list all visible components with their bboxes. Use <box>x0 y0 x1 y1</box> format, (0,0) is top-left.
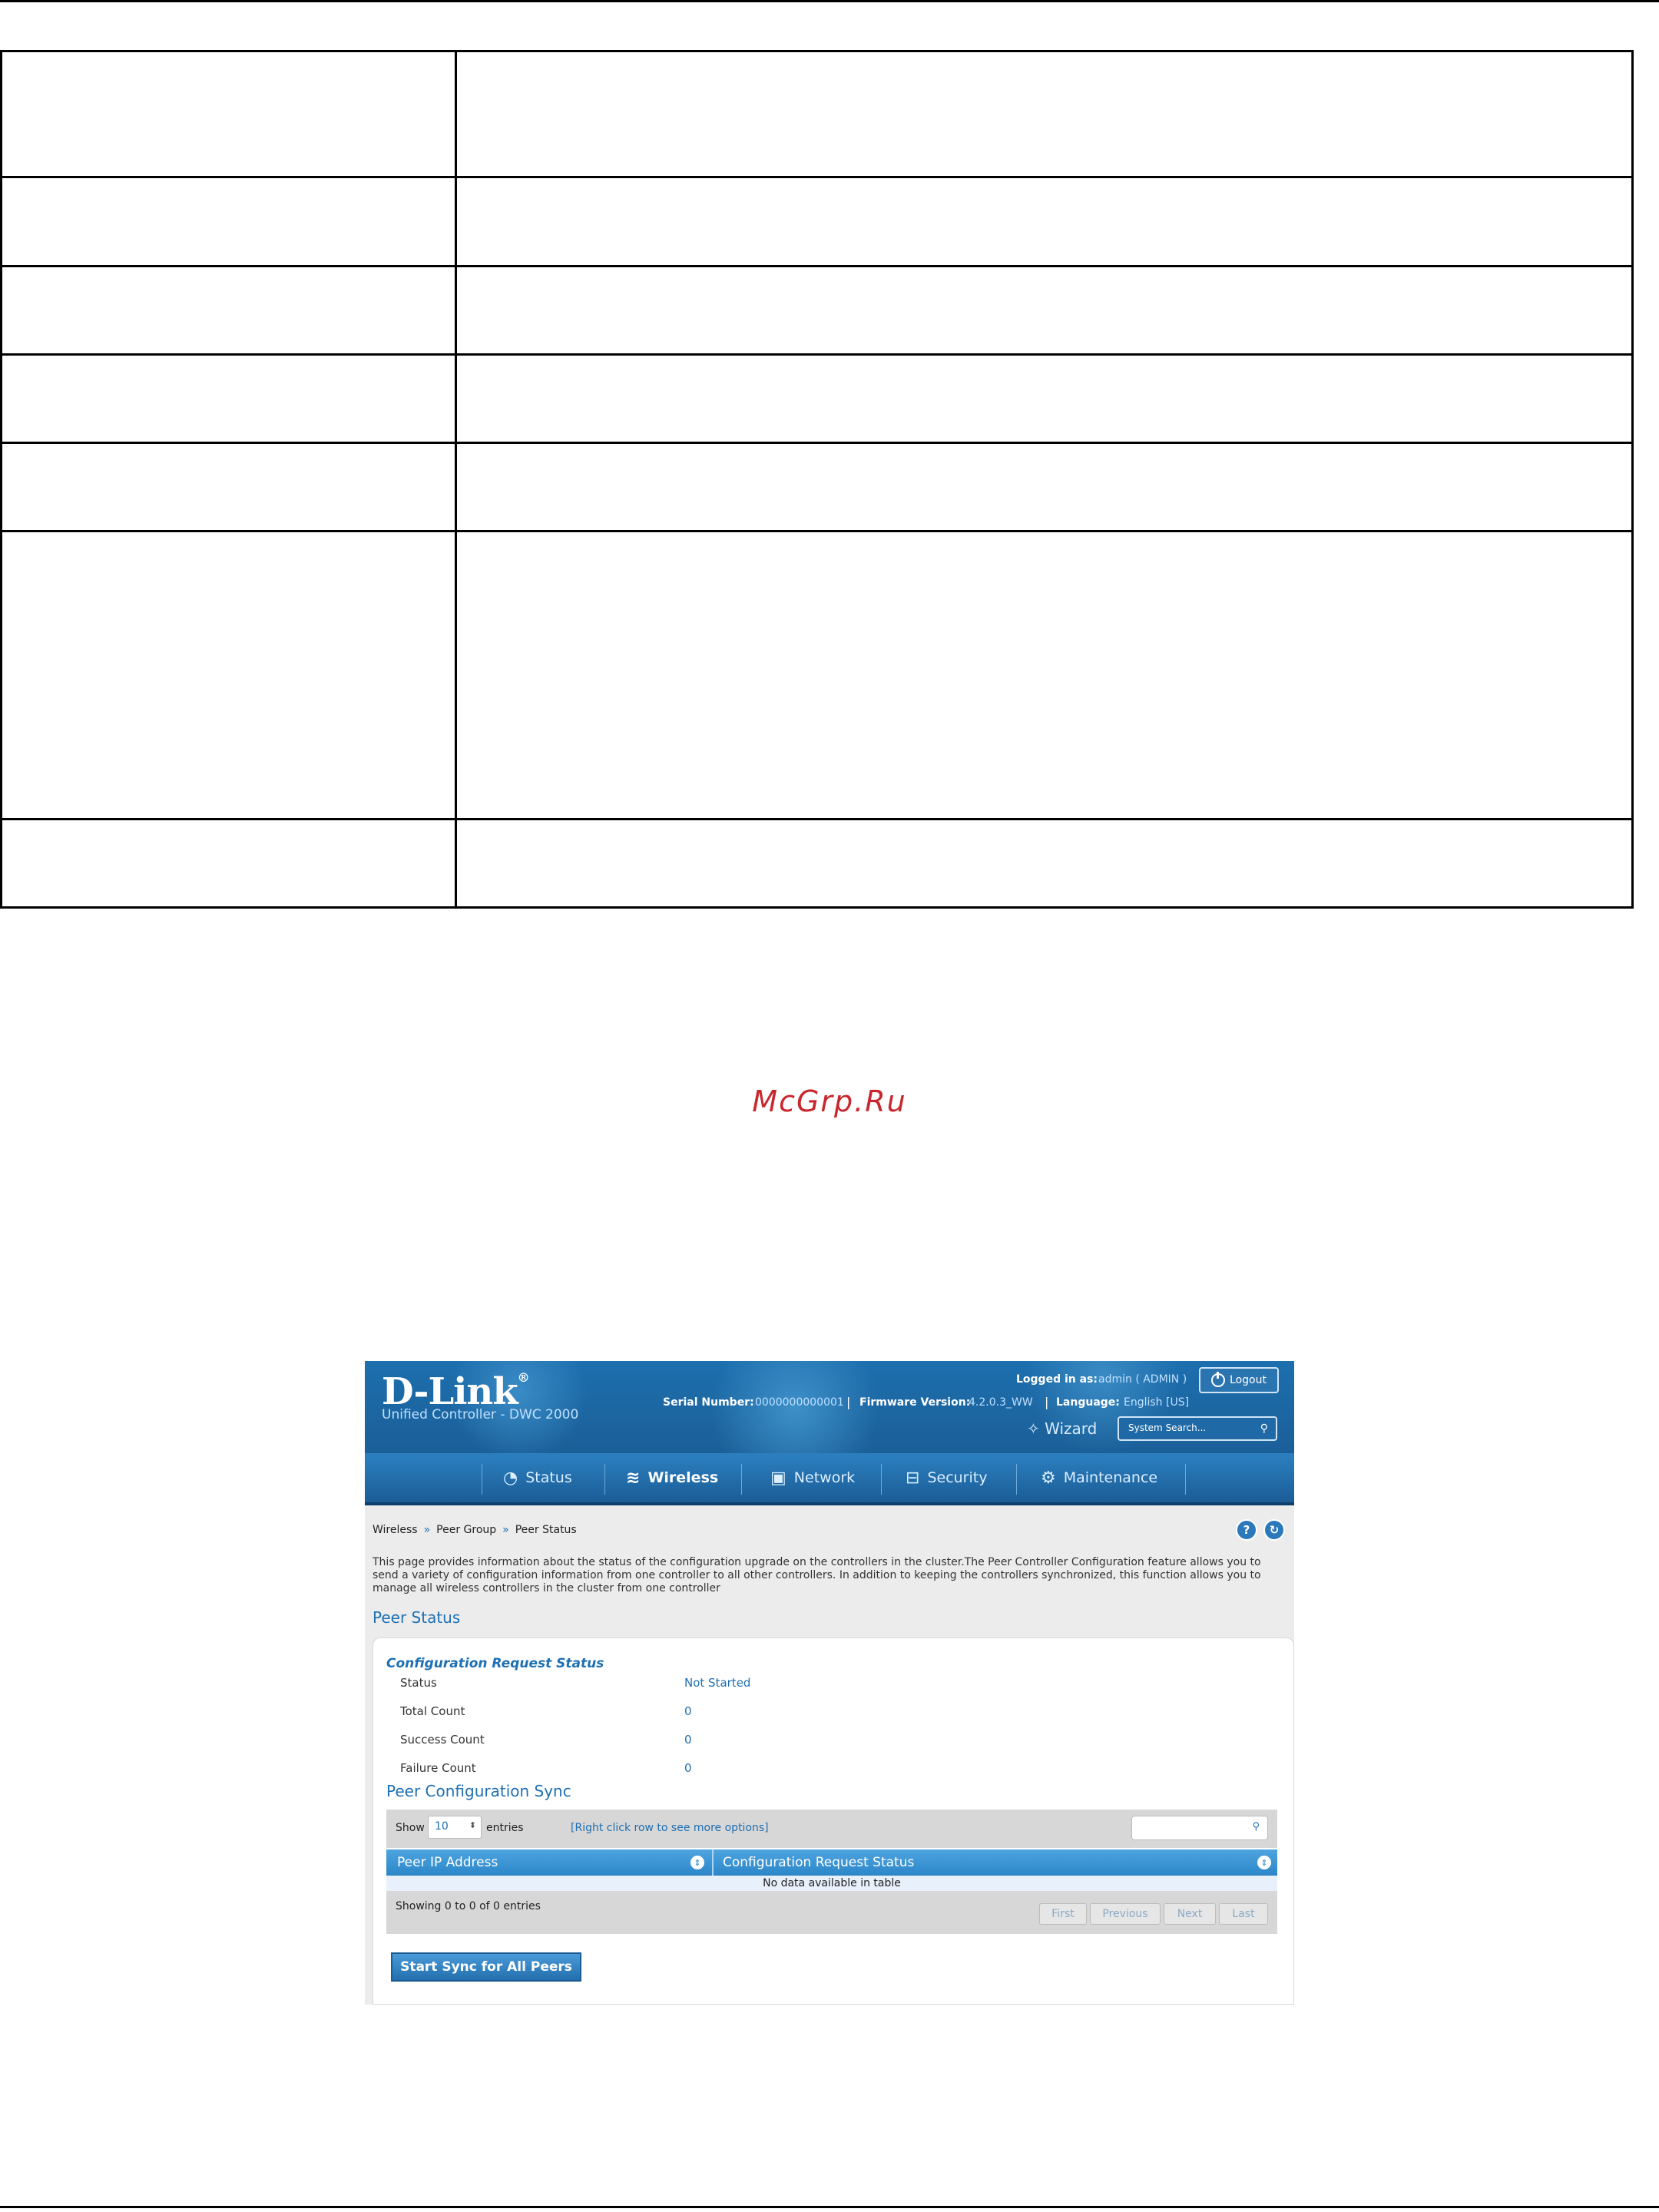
page-title: Peer Status <box>373 1608 461 1627</box>
empty-table-message: No data available in table <box>386 1876 1277 1891</box>
showing-entries: Showing 0 to 0 of 0 entries <box>396 1900 541 1912</box>
table-cell <box>2 355 456 443</box>
breadcrumb: Wireless » Peer Group » Peer Status <box>373 1524 577 1536</box>
table-footer <box>386 1891 1277 1934</box>
table-cell <box>2 443 456 531</box>
search-icon: ⚲ <box>1252 1821 1260 1833</box>
status-value: Not Started <box>684 1676 751 1690</box>
failure-count-value: 0 <box>684 1761 692 1775</box>
separator: | <box>846 1395 851 1409</box>
sort-icon[interactable]: ⇕ <box>1257 1856 1271 1869</box>
last-page-button[interactable]: Last <box>1219 1903 1268 1925</box>
gauge-icon: ◔ <box>503 1468 518 1488</box>
column-divider <box>712 1849 714 1876</box>
logged-in-label: Logged in as: <box>1016 1373 1098 1386</box>
nav-wireless[interactable]: ≋ Wireless <box>626 1468 719 1488</box>
sync-title: Peer Configuration Sync <box>386 1782 571 1800</box>
table-cell <box>2 177 456 267</box>
next-page-button[interactable]: Next <box>1164 1903 1216 1925</box>
nav-security[interactable]: ⊟ Security <box>906 1468 988 1488</box>
firmware-label: Firmware Version: <box>859 1396 971 1409</box>
total-count-value: 0 <box>684 1704 692 1718</box>
first-page-button[interactable]: First <box>1039 1903 1087 1925</box>
logout-button[interactable]: Logout <box>1199 1367 1279 1393</box>
table-search-input[interactable] <box>1131 1816 1268 1840</box>
monitor-icon: ▣ <box>770 1468 786 1488</box>
table-cell <box>456 177 1633 267</box>
failure-count-label: Failure Count <box>400 1761 476 1775</box>
controller-screenshot <box>365 1361 1294 2005</box>
table-cell <box>456 267 1633 355</box>
power-icon <box>1211 1373 1225 1387</box>
up-down-icon: ⬍ <box>469 1820 476 1830</box>
main-nav <box>365 1453 1294 1505</box>
help-icon[interactable]: ? <box>1236 1519 1257 1541</box>
product-name: Unified Controller - DWC 2000 <box>382 1407 579 1422</box>
serial-label: Serial Number: <box>663 1396 754 1409</box>
success-count-value: 0 <box>684 1733 692 1747</box>
firmware-value: 4.2.0.3_WW <box>969 1396 1033 1409</box>
wand-icon: ✧ <box>1027 1419 1045 1438</box>
language-label: Language: <box>1056 1396 1120 1409</box>
logged-in-user: admin ( ADMIN ) <box>1098 1373 1187 1386</box>
table-cell <box>456 531 1633 820</box>
top-rule <box>0 0 1659 2</box>
dlink-logo: D-Link® <box>382 1370 529 1413</box>
app-header <box>365 1361 1294 1453</box>
table-cell <box>456 51 1633 177</box>
lock-icon: ⊟ <box>906 1468 920 1488</box>
info-icon[interactable]: ↻ <box>1263 1519 1285 1541</box>
system-search-input[interactable]: System Search... ⚲ <box>1118 1416 1277 1441</box>
nav-network[interactable]: ▣ Network <box>770 1468 856 1488</box>
table-cell <box>2 531 456 820</box>
wifi-icon: ≋ <box>626 1468 641 1488</box>
column-request-status[interactable]: Configuration Request Status <box>723 1855 915 1870</box>
breadcrumb-item: Peer Status <box>515 1524 577 1536</box>
table-cell <box>456 820 1633 908</box>
document-table <box>0 50 1634 909</box>
entries-select[interactable]: 10 ⬍ <box>428 1816 482 1839</box>
watermark: McGrp.Ru <box>752 1084 907 1118</box>
page-description: This page provides information about the status of the configuration upgrade on the controllers in the cluster.The Peer Controller Configuration feature allows you to send a variety of configuration information from one controller to all other controllers. In addition to keeping the controllers synchronized, this function allows you to manage all wireless controllers in the cluster from one controller <box>373 1556 1261 1594</box>
breadcrumb-item[interactable]: Wireless <box>373 1524 418 1536</box>
entries-label: entries <box>486 1822 524 1834</box>
right-click-hint: [Right click row to see more options] <box>571 1822 769 1834</box>
table-toolbar <box>386 1810 1277 1848</box>
nav-status[interactable]: ◔ Status <box>503 1468 572 1488</box>
language-value[interactable]: English [US] <box>1124 1396 1190 1409</box>
gear-icon: ⚙ <box>1041 1468 1056 1488</box>
start-sync-button[interactable]: Start Sync for All Peers <box>391 1952 581 1982</box>
status-label: Status <box>400 1676 437 1690</box>
search-icon: ⚲ <box>1260 1422 1268 1435</box>
separator: | <box>1045 1395 1049 1409</box>
bottom-rule <box>0 2206 1659 2208</box>
table-cell <box>456 355 1633 443</box>
serial-value: 0000000000001 <box>755 1396 844 1409</box>
success-count-label: Success Count <box>400 1733 485 1747</box>
show-label: Show <box>396 1822 425 1834</box>
table-cell <box>2 51 456 177</box>
previous-page-button[interactable]: Previous <box>1090 1903 1161 1925</box>
sort-icon[interactable]: ⇕ <box>690 1856 704 1869</box>
total-count-label: Total Count <box>400 1704 465 1718</box>
nav-maintenance[interactable]: ⚙ Maintenance <box>1041 1468 1158 1488</box>
request-status-title: Configuration Request Status <box>386 1656 604 1671</box>
breadcrumb-item[interactable]: Peer Group <box>436 1524 497 1536</box>
table-header <box>386 1849 1277 1876</box>
wizard-link[interactable]: ✧ Wizard <box>1027 1419 1098 1438</box>
table-cell <box>456 443 1633 531</box>
table-cell <box>2 820 456 908</box>
table-cell <box>2 267 456 355</box>
column-peer-ip[interactable]: Peer IP Address <box>397 1855 498 1870</box>
